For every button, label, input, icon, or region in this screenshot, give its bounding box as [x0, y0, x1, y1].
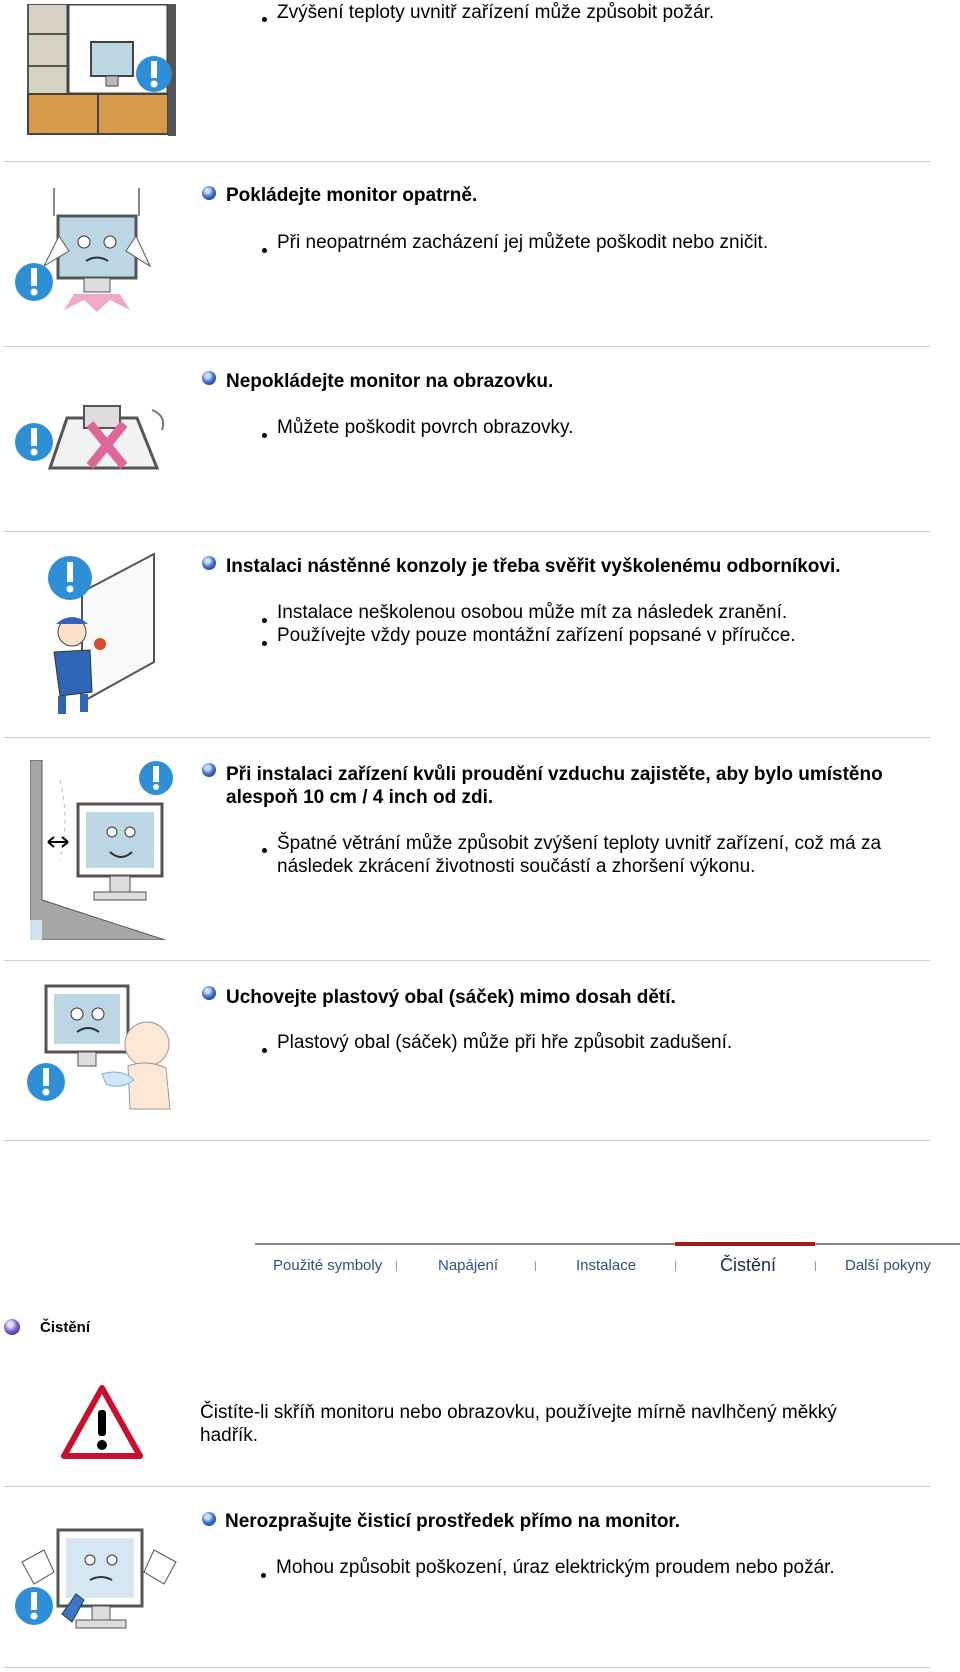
spray-monitor-illustration: [14, 1522, 184, 1652]
list-bullet: [262, 618, 267, 623]
divider: [4, 1486, 930, 1487]
section-tabs: [255, 1243, 960, 1283]
list-item: Instalace neškolenou osobou může mít za následek zranění.: [277, 602, 788, 623]
divider: [4, 737, 930, 738]
section-heading: Pokládejte monitor opatrně.: [226, 185, 478, 206]
list-bullet: [262, 248, 267, 253]
tab-separator: [396, 1261, 397, 1271]
list-item: Plastový obal (sáček) může při hře způsobit zadušení.: [277, 1032, 733, 1053]
section-heading: Nerozprašujte čisticí prostředek přímo na monitor.: [225, 1511, 681, 1532]
list-item: následek zkrácení životnosti součástí a zhoršení výkonu.: [277, 856, 756, 877]
active-tab-indicator: [675, 1242, 815, 1246]
tab-separator: [675, 1261, 676, 1271]
section-heading: Při instalaci zařízení kvůli proudění vzduchu zajistěte, aby bylo umístěno: [226, 764, 883, 785]
heading-bullet-icon: [202, 763, 216, 777]
tabs-rule: [255, 1243, 960, 1245]
heading-bullet-icon: [202, 371, 216, 385]
baby-plastic-bag-illustration: [22, 984, 177, 1119]
tab-napajeni[interactable]: Napájení: [438, 1257, 499, 1274]
tab-separator: [535, 1261, 536, 1271]
list-item: Při neopatrném zacházení jej můžete poškodit nebo zničit.: [277, 232, 769, 253]
section-heading: alespoň 10 cm / 4 inch od zdi.: [226, 787, 494, 808]
list-bullet: [261, 1573, 266, 1578]
tab-pouzite-symboly[interactable]: Použité symboly: [273, 1257, 383, 1274]
tab-separator: [815, 1261, 816, 1271]
section-heading: Uchovejte plastový obal (sáček) mimo dosah dětí.: [226, 987, 676, 1008]
list-bullet: [262, 848, 267, 853]
divider: [4, 1667, 930, 1668]
list-item: Zvýšení teploty uvnitř zařízení může způsobit požár.: [277, 2, 715, 23]
wall-mount-installer-illustration: [42, 552, 160, 717]
tab-instalace[interactable]: Instalace: [576, 1257, 637, 1274]
divider: [4, 161, 930, 162]
cleaning-text: hadřík.: [200, 1425, 259, 1446]
list-item: Špatné větrání může způsobit zvýšení teploty uvnitř zařízení, což má za: [277, 833, 882, 854]
list-item: Můžete poškodit povrch obrazovky.: [277, 417, 574, 438]
monitor-wall-distance-illustration: [30, 760, 180, 940]
heading-bullet-icon: [202, 556, 216, 570]
list-item: Používejte vždy pouze montážní zařízení popsané v příručce.: [277, 625, 796, 646]
divider: [4, 346, 930, 347]
monitor-face-down-illustration: [12, 404, 172, 474]
heading-bullet-icon: [202, 986, 216, 1000]
tab-cisteni[interactable]: Čistění: [720, 1255, 777, 1275]
monitor-dropping-illustration: [14, 186, 174, 316]
cleaning-text: Čistíte-li skříň monitoru nebo obrazovku, používejte mírně navlhčený měkký: [200, 1402, 837, 1423]
tab-dalsi-pokyny[interactable]: Další pokyny: [845, 1257, 931, 1274]
warning-triangle-icon: [60, 1384, 144, 1460]
heading-bullet-icon: [202, 186, 216, 200]
list-bullet: [262, 641, 267, 646]
monitor-cabinet-illustration: [26, 4, 176, 136]
list-bullet: [262, 433, 267, 438]
list-bullet: [262, 17, 267, 22]
divider: [4, 960, 930, 961]
heading-bullet-icon: [202, 1512, 216, 1526]
section-heading: Instalaci nástěnné konzoly je třeba svěřit vyškolenému odborníkovi.: [226, 556, 841, 577]
list-item: Mohou způsobit poškození, úraz elektrickým proudem nebo požár.: [276, 1557, 835, 1578]
section-title: Čistění: [40, 1319, 91, 1336]
section-heading: Nepokládejte monitor na obrazovku.: [226, 371, 554, 392]
divider: [4, 1140, 930, 1141]
list-bullet: [262, 1048, 267, 1053]
divider: [4, 531, 930, 532]
section-title-bullet-icon: [4, 1319, 20, 1335]
